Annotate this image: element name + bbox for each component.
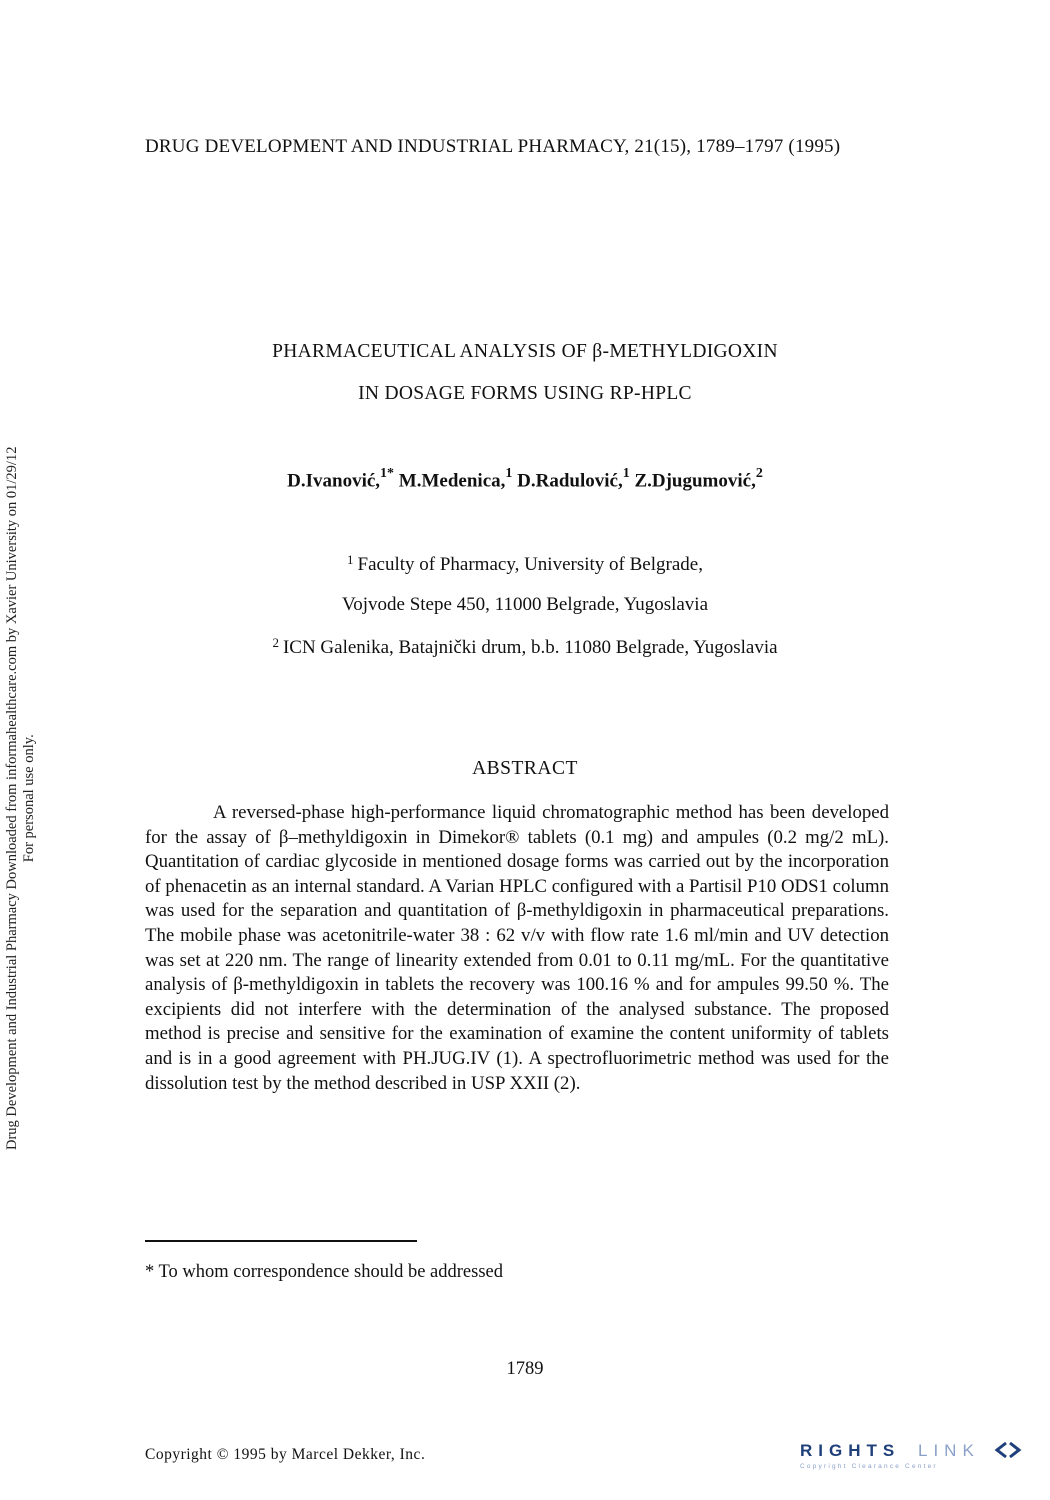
copyright-notice: Copyright © 1995 by Marcel Dekker, Inc. — [145, 1446, 426, 1463]
logo-bracket-icon — [997, 1443, 1019, 1457]
author-affiliation-mark: 1* — [380, 466, 395, 481]
affiliation-2 — [100, 635, 950, 659]
author-affiliation-mark: 2 — [755, 466, 763, 481]
author-affiliation-mark: 1 — [505, 466, 513, 481]
journal-header: DRUG DEVELOPMENT AND INDUSTRIAL PHARMACY, 21(15), 1789–1797 (1995) — [145, 136, 841, 157]
download-notice-line1: Drug Development and Industrial Pharmacy Downloaded from informahealthcare.com by Xavier University on 01/29/12 — [4, 446, 20, 1150]
author-list — [100, 468, 950, 492]
download-notice-line2: For personal use only. — [21, 734, 37, 863]
affiliation-mark: 1 — [347, 552, 354, 567]
author-affiliation-mark: 1 — [622, 466, 630, 481]
abstract-body: A reversed-phase high-performance liquid chromatographic method has been developed for the assay of β–methyldigoxin in Dimekor® tablets (0.1 mg) and ampules (0.2 mg/2 mL). Quantitation of cardiac glycoside in mentioned dosage forms was carried out by the incorporation of phenacetin as an internal standard. A Varian HPLC configured with a Partisil P10 ODS1 column was used for the separation and quantitation of β-methyldigoxin in pharmaceutical preparations. The mobile phase was acetonitrile-water 38 : 62 v/v with flow rate 1.6 ml/min and UV detection was set at 220 nm. The range of linearity extended from 0.01 to 0.11 mg/mL. For the quantitative analysis of β-methyldigoxin in tablets the recovery was 100.16 % and for ampules 99.50 %. The excipients did not interfere with the determination of the analysed substance. The proposed method is precise and sensitive for the examination of examine the content uniformity of tablets and is in a good agreement with PH.JUG.IV (1). A spectrofluorimetric method was used for the dissolution test by the method described in USP XXII (2). — [145, 802, 889, 1094]
paper-title-line1: PHARMACEUTICAL ANALYSIS OF β-METHYLDIGOXIN — [272, 341, 778, 362]
page-number: 1789 — [506, 1359, 544, 1379]
download-notice — [4, 447, 38, 1150]
rightslink-logo[interactable] — [800, 1437, 1030, 1473]
author-name: D.Ivanović, — [287, 470, 381, 492]
author-name: D.Radulović, — [517, 470, 623, 492]
logo-text-rights: RIGHTS — [800, 1441, 901, 1460]
rightslink-logo-graphic — [800, 1437, 1030, 1473]
affiliation-1 — [100, 552, 950, 576]
logo-tagline: Copyright Clearance Center — [800, 1463, 938, 1470]
affiliation-text: Faculty of Pharmacy, University of Belgrade, — [357, 554, 703, 575]
footnote: * To whom correspondence should be addressed — [145, 1262, 503, 1282]
paper-title-line2: IN DOSAGE FORMS USING RP-HPLC — [358, 383, 692, 404]
logo-text-link: LINK — [918, 1441, 980, 1460]
author-name: Z.Djugumović, — [634, 470, 756, 492]
affiliation-text: ICN Galenika, Batajnički drum, b.b. 11080 Belgrade, Yugoslavia — [282, 637, 778, 658]
abstract-heading: ABSTRACT — [472, 758, 578, 779]
affiliation-mark: 2 — [272, 635, 279, 650]
author-name: M.Medenica, — [398, 470, 506, 492]
affiliation-1-address: Vojvode Stepe 450, 11000 Belgrade, Yugoslavia — [341, 594, 709, 615]
footnote-divider — [145, 1240, 417, 1242]
